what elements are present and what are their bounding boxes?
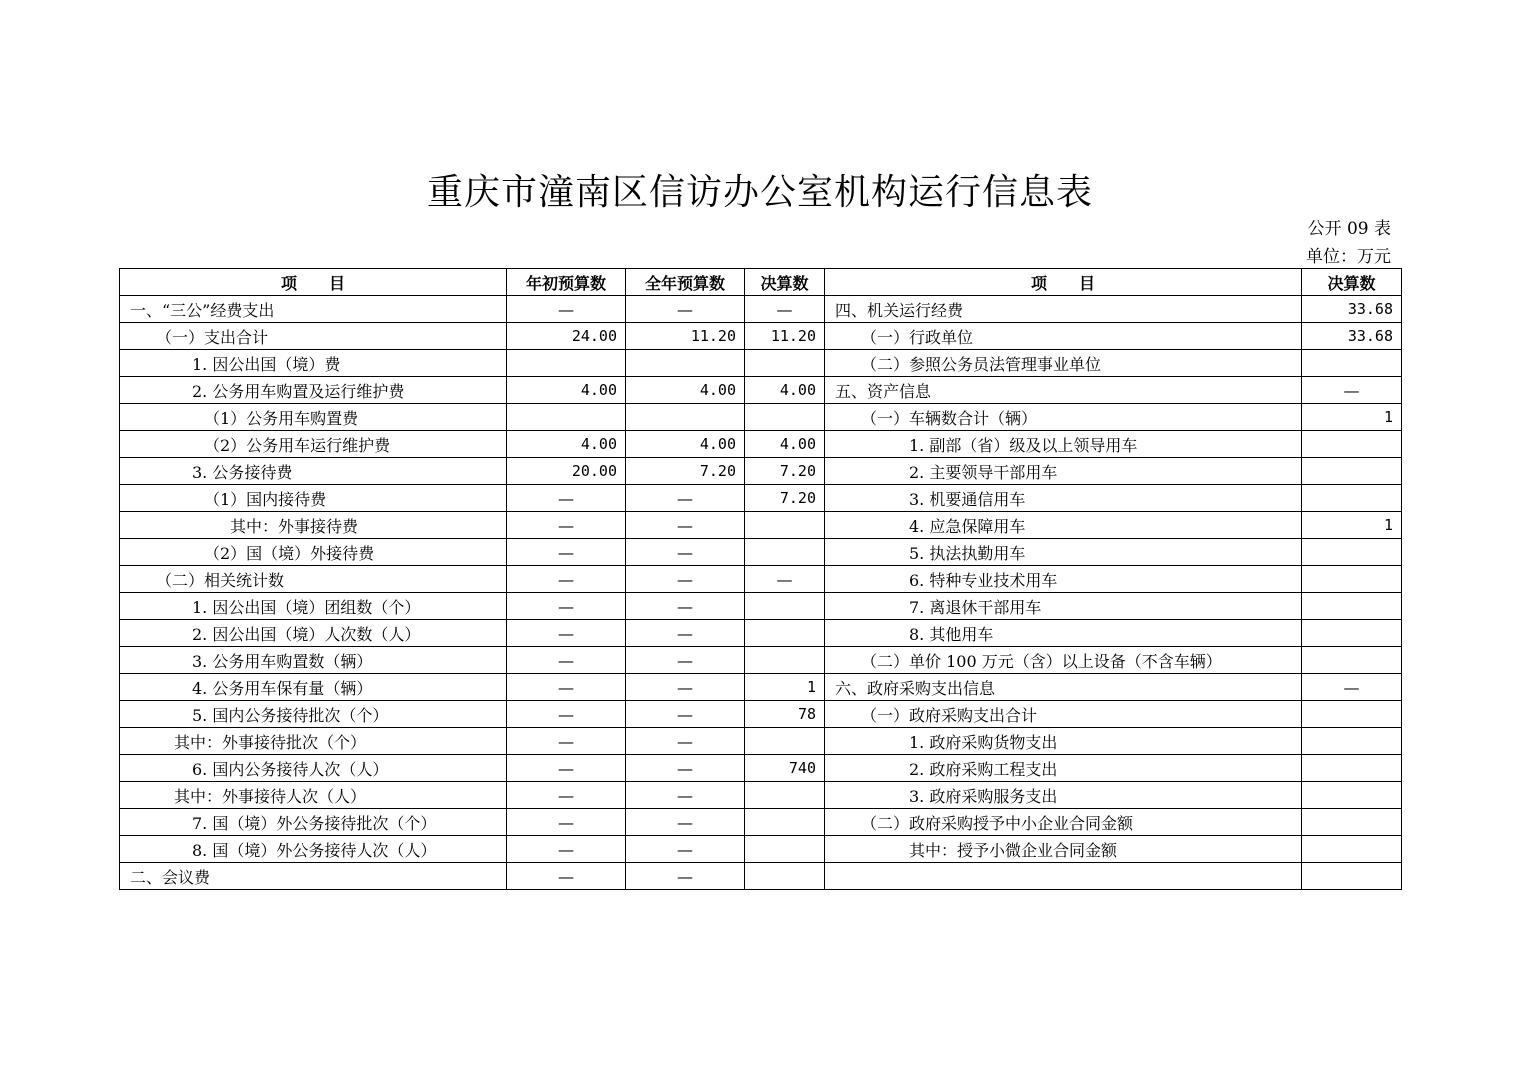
cell-full-year-budget: 7.20: [626, 458, 745, 485]
page-title: 重庆市潼南区信访办公室机构运行信息表: [426, 172, 1093, 213]
row-item-left: 3. 公务接待费: [120, 458, 507, 485]
cell-full-year-budget: —: [626, 647, 745, 674]
cell-final: [745, 809, 825, 836]
row-item-right: 其中：授予小微企业合同金额: [825, 836, 1302, 863]
cell-final: 7.20: [745, 485, 825, 512]
row-item-right: 五、资产信息: [825, 377, 1302, 404]
cell-final-right: [1302, 350, 1402, 377]
row-item-right: 六、政府采购支出信息: [825, 674, 1302, 701]
table-row: [120, 782, 1402, 809]
row-item-left: 5. 国内公务接待批次（个）: [120, 701, 507, 728]
cell-initial-budget: —: [507, 539, 626, 566]
table-row: [120, 647, 1402, 674]
cell-full-year-budget: —: [626, 809, 745, 836]
cell-final: —: [745, 566, 825, 593]
cell-final-right: [1302, 485, 1402, 512]
cell-final-right: [1302, 836, 1402, 863]
cell-initial-budget: —: [507, 674, 626, 701]
cell-initial-budget: —: [507, 863, 626, 890]
table-row: [120, 323, 1402, 350]
table-row: [120, 620, 1402, 647]
table-row: [120, 350, 1402, 377]
cell-initial-budget: —: [507, 782, 626, 809]
cell-initial-budget: —: [507, 701, 626, 728]
row-item-right: （一）政府采购支出合计: [825, 701, 1302, 728]
cell-full-year-budget: —: [626, 836, 745, 863]
cell-final: [745, 647, 825, 674]
cell-final: —: [745, 296, 825, 323]
cell-final: 4.00: [745, 377, 825, 404]
row-item-left: 其中：外事接待批次（个）: [120, 728, 507, 755]
cell-final-right: [1302, 782, 1402, 809]
row-item-left: 2. 因公出国（境）人次数（人）: [120, 620, 507, 647]
cell-full-year-budget: —: [626, 755, 745, 782]
cell-initial-budget: —: [507, 755, 626, 782]
cell-final: [745, 350, 825, 377]
row-item-left: 7. 国（境）外公务接待批次（个）: [120, 809, 507, 836]
cell-final-right: 33.68: [1302, 323, 1402, 350]
cell-initial-budget: 20.00: [507, 458, 626, 485]
table-row: [120, 377, 1402, 404]
table-row: [120, 296, 1402, 323]
row-item-right: 四、机关运行经费: [825, 296, 1302, 323]
row-item-left: 一、“三公”经费支出: [120, 296, 507, 323]
header-final: 决算数: [745, 269, 825, 296]
row-item-right: 7. 离退休干部用车: [825, 593, 1302, 620]
cell-full-year-budget: —: [626, 485, 745, 512]
cell-full-year-budget: [626, 404, 745, 431]
row-item-left: （2）国（境）外接待费: [120, 539, 507, 566]
cell-final-right: [1302, 755, 1402, 782]
cell-final-right: 33.68: [1302, 296, 1402, 323]
row-item-right: 1. 副部（省）级及以上领导用车: [825, 431, 1302, 458]
row-item-left: 二、会议费: [120, 863, 507, 890]
cell-initial-budget: [507, 404, 626, 431]
row-item-left: 2. 公务用车购置及运行维护费: [120, 377, 507, 404]
row-item-left: 8. 国（境）外公务接待人次（人）: [120, 836, 507, 863]
table-row: [120, 728, 1402, 755]
cell-full-year-budget: —: [626, 701, 745, 728]
cell-initial-budget: —: [507, 566, 626, 593]
cell-final-right: [1302, 728, 1402, 755]
cell-final: 7.20: [745, 458, 825, 485]
row-item-right: 3. 机要通信用车: [825, 485, 1302, 512]
cell-final-right: —: [1302, 674, 1402, 701]
row-item-left: （一）支出合计: [120, 323, 507, 350]
cell-full-year-budget: —: [626, 296, 745, 323]
table-row: [120, 674, 1402, 701]
row-item-right: [825, 863, 1302, 890]
cell-final: 11.20: [745, 323, 825, 350]
table-row: [120, 755, 1402, 782]
table-header-row: [120, 269, 1402, 296]
cell-initial-budget: —: [507, 836, 626, 863]
cell-full-year-budget: 4.00: [626, 431, 745, 458]
row-item-right: 1. 政府采购货物支出: [825, 728, 1302, 755]
header-initial-budget: 年初预算数: [507, 269, 626, 296]
cell-initial-budget: —: [507, 647, 626, 674]
cell-initial-budget: —: [507, 296, 626, 323]
row-item-right: （二）参照公务员法管理事业单位: [825, 350, 1302, 377]
table-row: [120, 485, 1402, 512]
cell-final: [745, 620, 825, 647]
cell-final: 1: [745, 674, 825, 701]
cell-full-year-budget: [626, 350, 745, 377]
table-row: [120, 809, 1402, 836]
cell-final: [745, 593, 825, 620]
cell-full-year-budget: —: [626, 539, 745, 566]
cell-final: [745, 836, 825, 863]
cell-final-right: [1302, 539, 1402, 566]
row-item-left: （2）公务用车运行维护费: [120, 431, 507, 458]
row-item-right: 4. 应急保障用车: [825, 512, 1302, 539]
cell-final: [745, 404, 825, 431]
row-item-right: 6. 特种专业技术用车: [825, 566, 1302, 593]
cell-final: [745, 512, 825, 539]
cell-final-right: [1302, 593, 1402, 620]
cell-final-right: [1302, 566, 1402, 593]
cell-final-right: [1302, 809, 1402, 836]
cell-final: [745, 728, 825, 755]
cell-final: [745, 539, 825, 566]
cell-initial-budget: 4.00: [507, 377, 626, 404]
cell-initial-budget: —: [507, 512, 626, 539]
cell-final-right: [1302, 701, 1402, 728]
row-item-left: （1）公务用车购置费: [120, 404, 507, 431]
table-row: [120, 593, 1402, 620]
cell-full-year-budget: —: [626, 620, 745, 647]
cell-initial-budget: —: [507, 809, 626, 836]
row-item-right: 8. 其他用车: [825, 620, 1302, 647]
row-item-right: （一）行政单位: [825, 323, 1302, 350]
cell-initial-budget: —: [507, 620, 626, 647]
cell-full-year-budget: —: [626, 782, 745, 809]
row-item-left: 3. 公务用车购置数（辆）: [120, 647, 507, 674]
header-item-right: 项 目: [825, 269, 1302, 296]
row-item-right: 5. 执法执勤用车: [825, 539, 1302, 566]
cell-final-right: [1302, 647, 1402, 674]
cell-final: 4.00: [745, 431, 825, 458]
row-item-left: 4. 公务用车保有量（辆）: [120, 674, 507, 701]
cell-final: 740: [745, 755, 825, 782]
cell-final: [745, 863, 825, 890]
unit-label: 单位：万元: [1306, 247, 1391, 267]
cell-final-right: 1: [1302, 404, 1402, 431]
cell-full-year-budget: 11.20: [626, 323, 745, 350]
table-body: [120, 296, 1402, 890]
cell-initial-budget: [507, 350, 626, 377]
header-final-right: 决算数: [1302, 269, 1402, 296]
cell-initial-budget: 4.00: [507, 431, 626, 458]
table-row: [120, 431, 1402, 458]
row-item-left: 1. 因公出国（境）费: [120, 350, 507, 377]
cell-full-year-budget: —: [626, 863, 745, 890]
table-row: [120, 863, 1402, 890]
cell-final-right: [1302, 863, 1402, 890]
table-row: [120, 836, 1402, 863]
row-item-right: 2. 政府采购工程支出: [825, 755, 1302, 782]
cell-final-right: —: [1302, 377, 1402, 404]
info-table: [119, 268, 1402, 890]
cell-final-right: [1302, 620, 1402, 647]
table-row: [120, 404, 1402, 431]
table-row: [120, 512, 1402, 539]
cell-final-right: [1302, 458, 1402, 485]
cell-initial-budget: 24.00: [507, 323, 626, 350]
table-row: [120, 458, 1402, 485]
cell-full-year-budget: 4.00: [626, 377, 745, 404]
row-item-left: （1）国内接待费: [120, 485, 507, 512]
row-item-left: （二）相关统计数: [120, 566, 507, 593]
row-item-right: 3. 政府采购服务支出: [825, 782, 1302, 809]
cell-final: [745, 782, 825, 809]
row-item-right: 2. 主要领导干部用车: [825, 458, 1302, 485]
cell-full-year-budget: —: [626, 566, 745, 593]
table-row: [120, 566, 1402, 593]
row-item-left: 其中：外事接待人次（人）: [120, 782, 507, 809]
table-row: [120, 539, 1402, 566]
table-number: 公开 09 表: [1307, 219, 1391, 239]
row-item-right: （二）政府采购授予中小企业合同金额: [825, 809, 1302, 836]
header-full-year-budget: 全年预算数: [626, 269, 745, 296]
row-item-left: 其中：外事接待费: [120, 512, 507, 539]
row-item-right: （二）单价 100 万元（含）以上设备（不含车辆）: [825, 647, 1302, 674]
header-item: 项 目: [120, 269, 507, 296]
cell-final-right: 1: [1302, 512, 1402, 539]
cell-initial-budget: —: [507, 485, 626, 512]
row-item-left: 1. 因公出国（境）团组数（个）: [120, 593, 507, 620]
cell-full-year-budget: —: [626, 674, 745, 701]
cell-final: 78: [745, 701, 825, 728]
cell-full-year-budget: —: [626, 593, 745, 620]
row-item-left: 6. 国内公务接待人次（人）: [120, 755, 507, 782]
table-row: [120, 701, 1402, 728]
cell-initial-budget: —: [507, 593, 626, 620]
cell-final-right: [1302, 431, 1402, 458]
row-item-right: （一）车辆数合计（辆）: [825, 404, 1302, 431]
cell-full-year-budget: —: [626, 728, 745, 755]
cell-initial-budget: —: [507, 728, 626, 755]
cell-full-year-budget: —: [626, 512, 745, 539]
